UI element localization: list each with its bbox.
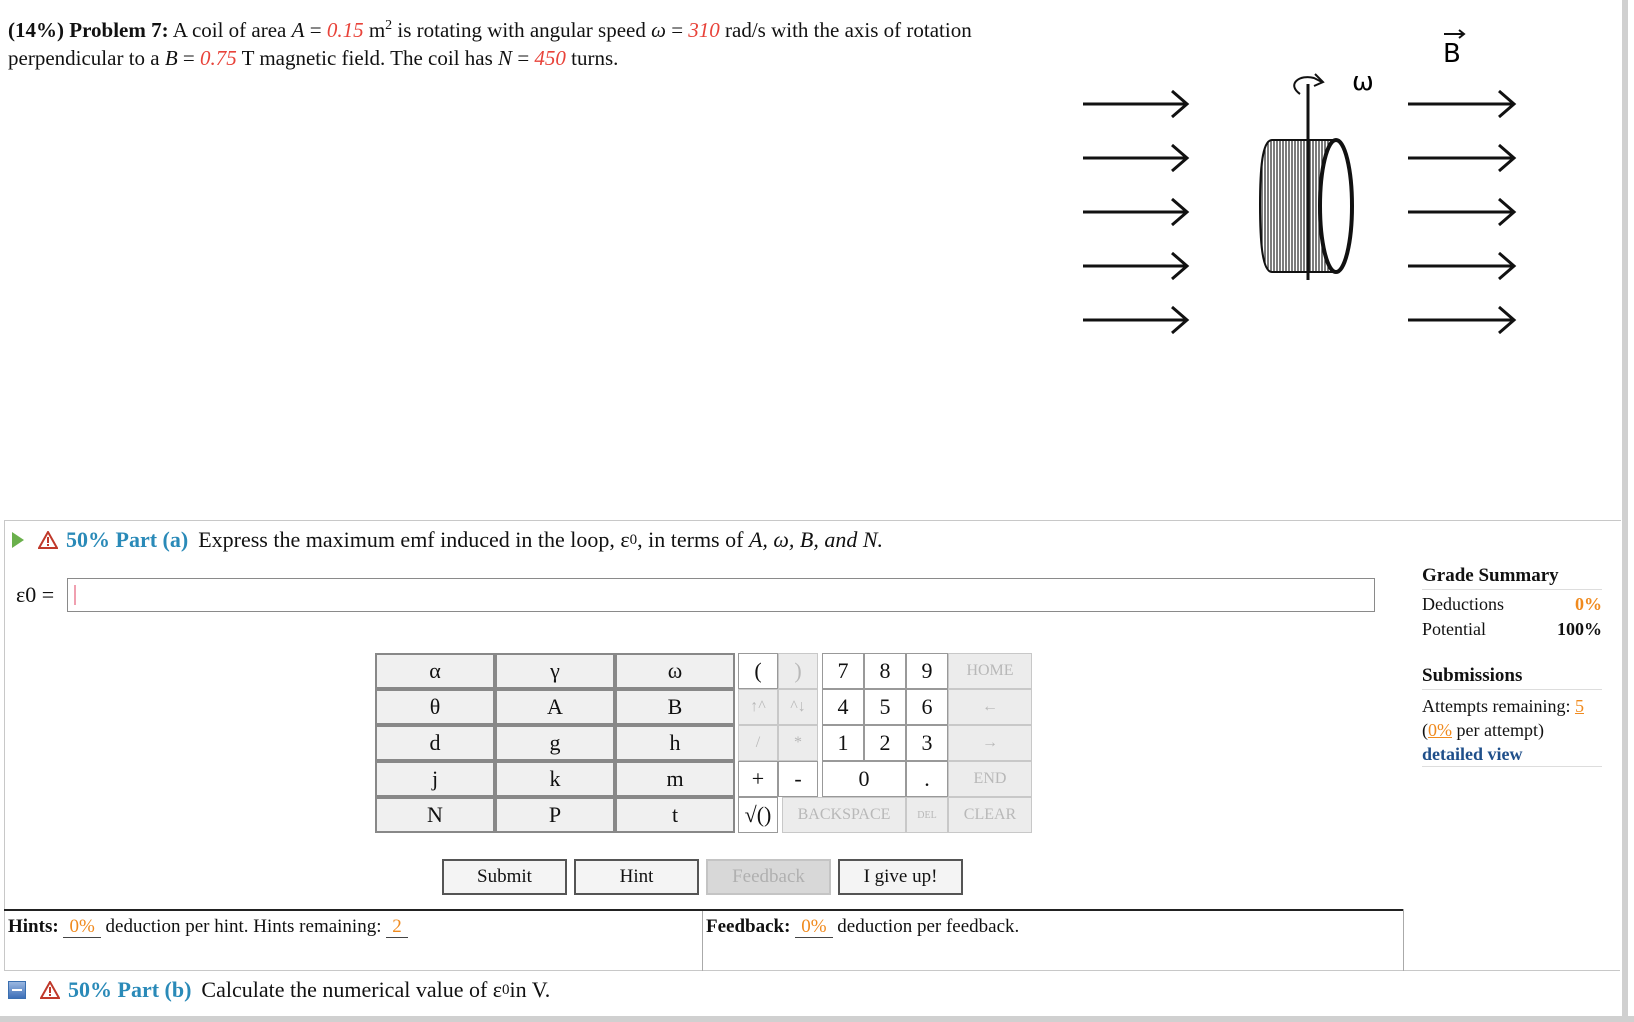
field-arrows-left — [1083, 91, 1187, 333]
key-d[interactable]: d — [375, 725, 495, 761]
key-k[interactable]: k — [495, 761, 615, 797]
key-B[interactable]: B — [615, 689, 735, 725]
part-a-vars: A, ω, B, and N. — [748, 527, 884, 552]
key-close-paren[interactable]: ) — [778, 653, 818, 689]
key-5[interactable]: 5 — [864, 689, 906, 725]
value-A: 0.15 — [326, 18, 364, 42]
panel-divider — [4, 970, 1620, 971]
key-0[interactable]: 0 — [822, 761, 906, 797]
var-N: N — [498, 46, 513, 70]
key-plus[interactable]: + — [738, 761, 778, 797]
expand-play-icon[interactable] — [12, 532, 24, 548]
per-attempt-deduction: 0% — [1428, 720, 1452, 740]
value-B: 0.75 — [200, 46, 237, 70]
deductions-label: Deductions — [1422, 594, 1504, 614]
key-h[interactable]: h — [615, 725, 735, 761]
equals: = — [512, 46, 535, 70]
key-A[interactable]: A — [495, 689, 615, 725]
hints-remaining: 2 — [386, 916, 408, 938]
field-arrows-right — [1408, 91, 1514, 333]
page-scrollbar-edge — [1622, 0, 1628, 1022]
equals: = — [665, 18, 689, 42]
key-9[interactable]: 9 — [906, 653, 948, 689]
var-omega: ω — [651, 18, 666, 42]
key-backspace[interactable]: BACKSPACE — [782, 797, 906, 833]
give-up-button[interactable]: I give up! — [838, 859, 963, 895]
divider — [702, 911, 703, 971]
coil — [1260, 74, 1352, 280]
part-a-header[interactable] — [12, 526, 883, 554]
key-2[interactable]: 2 — [864, 725, 906, 761]
divider — [4, 909, 1404, 911]
key-right[interactable]: → — [948, 725, 1032, 761]
attempts-label: Attempts remaining: — [1422, 696, 1571, 716]
value-omega: 310 — [688, 18, 720, 42]
key-1[interactable]: 1 — [822, 725, 864, 761]
collapse-icon[interactable] — [8, 981, 26, 999]
key-home[interactable]: HOME — [948, 653, 1032, 689]
key-end[interactable]: END — [948, 761, 1032, 797]
hints-label: Hints: — [8, 916, 59, 937]
key-dot[interactable]: . — [906, 761, 948, 797]
key-6[interactable]: 6 — [906, 689, 948, 725]
key-4[interactable]: 4 — [822, 689, 864, 725]
key-7[interactable]: 7 — [822, 653, 864, 689]
key-θ[interactable]: θ — [375, 689, 495, 725]
var-B: B — [164, 46, 178, 70]
value-N: 450 — [534, 46, 566, 70]
key-g[interactable]: g — [495, 725, 615, 761]
key-N[interactable]: N — [375, 797, 495, 833]
key-multiply[interactable]: * — [778, 725, 818, 761]
hints-info — [8, 916, 408, 938]
problem-statement — [8, 12, 1048, 72]
key-P[interactable]: P — [495, 797, 615, 833]
key-clear[interactable]: CLEAR — [948, 797, 1032, 833]
feedback-label: Feedback: — [706, 916, 791, 937]
key-α[interactable]: α — [375, 653, 495, 689]
coil-diagram — [1060, 60, 1540, 360]
potential-label: Potential — [1422, 619, 1486, 639]
problem-text: rad/s with the axis of rotation perpendicular to a — [8, 18, 972, 70]
attempts-remaining: 5 — [1574, 696, 1584, 716]
unit-A: m — [363, 18, 386, 42]
key-8[interactable]: 8 — [864, 653, 906, 689]
divider — [1403, 909, 1404, 971]
deductions-value: 0% — [1575, 594, 1602, 614]
B-vector-symbol: B — [1443, 39, 1461, 68]
key-t[interactable]: t — [615, 797, 735, 833]
key-j[interactable]: j — [375, 761, 495, 797]
key-minus[interactable]: - — [778, 761, 818, 797]
key-3[interactable]: 3 — [906, 725, 948, 761]
subscript: 0 — [629, 532, 638, 548]
submissions-title: Submissions — [1422, 664, 1602, 690]
part-a-title: 50% Part (a) — [66, 527, 189, 552]
submit-button[interactable]: Submit — [442, 859, 567, 895]
problem-text: T magnetic field. The coil has — [236, 46, 499, 70]
hint-deduction: 0% — [63, 916, 100, 938]
hints-text: deduction per hint. Hints remaining: — [105, 916, 382, 937]
page-bottom-edge — [0, 1016, 1634, 1022]
key-del[interactable]: DEL — [906, 797, 948, 833]
per-attempt-text: per attempt) — [1452, 720, 1544, 740]
problem-label: Problem 7: — [69, 18, 169, 42]
key-m[interactable]: m — [615, 761, 735, 797]
warning-icon — [38, 531, 58, 549]
equals: = — [304, 18, 327, 42]
feedback-deduction: 0% — [795, 916, 832, 938]
key-sqrt[interactable]: √() — [738, 797, 778, 833]
detailed-view-link[interactable]: detailed view — [1422, 742, 1602, 767]
feedback-text: deduction per feedback. — [837, 916, 1020, 937]
feedback-button[interactable]: Feedback — [706, 859, 831, 895]
subscript: 0 — [502, 982, 510, 998]
key-exponent-up[interactable]: ↑^ — [738, 689, 778, 725]
hint-button[interactable]: Hint — [574, 859, 699, 895]
var-A: A — [291, 18, 305, 42]
feedback-info — [706, 916, 1019, 938]
key-exponent-down[interactable]: ^↓ — [778, 689, 818, 725]
answer-input[interactable] — [67, 578, 1375, 612]
unit-exponent: 2 — [385, 18, 393, 33]
equals: = — [177, 46, 201, 70]
part-a-text: , in terms of — [637, 527, 744, 552]
problem-text: A coil of area — [172, 18, 292, 42]
part-b-header[interactable] — [8, 976, 550, 1004]
text-caret — [74, 585, 76, 605]
problem-weight: (14%) — [8, 18, 64, 42]
submissions: Submissions Attempts remaining: 5 (0% per attempt) detailed view — [1422, 664, 1602, 767]
key-open-paren[interactable]: ( — [738, 653, 778, 689]
key-divide[interactable]: / — [738, 725, 778, 761]
key-ω[interactable]: ω — [615, 653, 735, 689]
part-a-text: Express the maximum emf induced in the loop, ε — [198, 527, 630, 552]
problem-text: is rotating with angular speed — [392, 18, 652, 42]
grade-summary-title: Grade Summary — [1422, 565, 1602, 590]
omega-label: ω — [1352, 67, 1374, 97]
warning-icon — [40, 981, 60, 999]
key-left[interactable]: ← — [948, 689, 1032, 725]
problem-text: turns. — [565, 46, 619, 70]
grade-summary — [1422, 565, 1602, 640]
field-vector-label — [1440, 28, 1470, 68]
answer-label: ε0 = — [16, 582, 55, 607]
potential-value: 100% — [1557, 619, 1602, 639]
part-b-title: 50% Part (b) — [68, 977, 192, 1002]
part-b-text: in V. — [509, 977, 551, 1002]
key-γ[interactable]: γ — [495, 653, 615, 689]
part-b-text: Calculate the numerical value of ε — [201, 977, 503, 1002]
